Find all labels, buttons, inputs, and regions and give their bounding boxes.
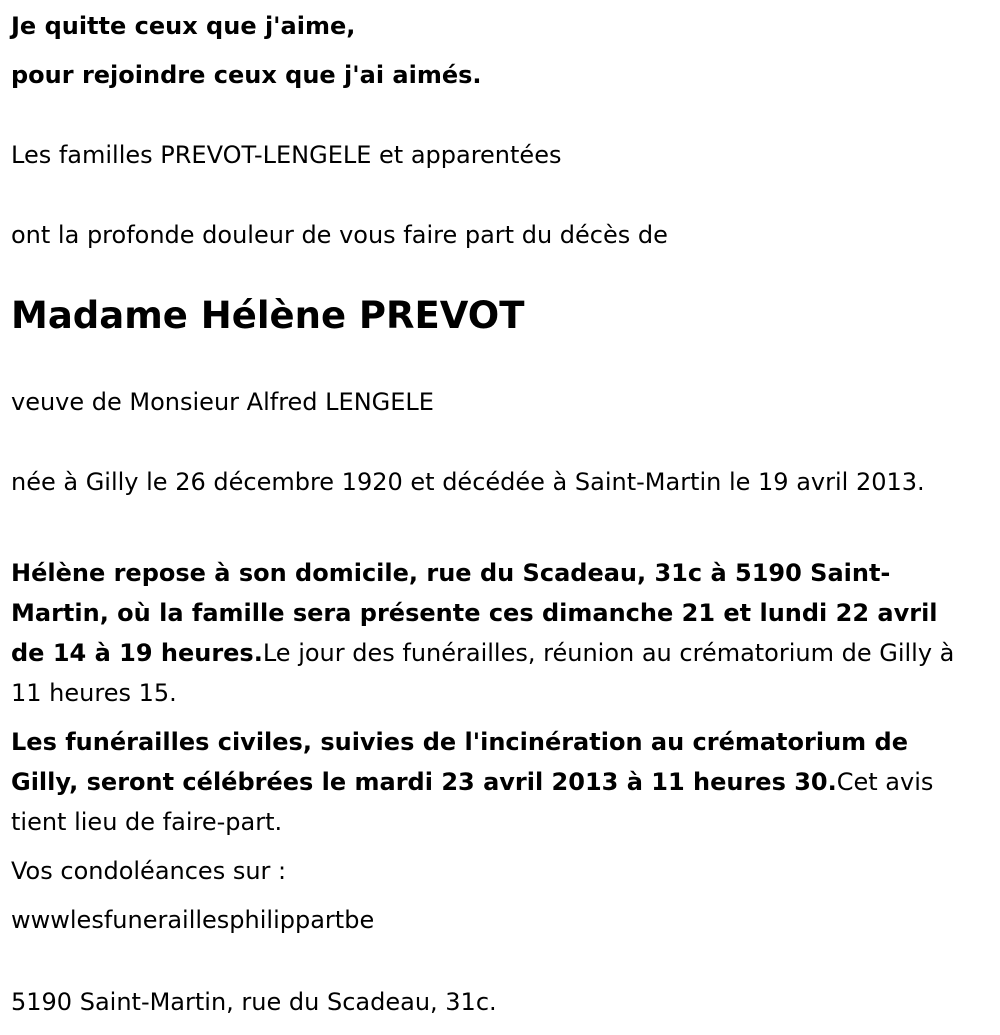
funeral-normal-text: Cet avis tient lieu de faire-part. bbox=[11, 768, 934, 836]
quote-line-2: pour rejoindre ceux que j'ai aimés. bbox=[11, 61, 482, 89]
quote-line-1: Je quitte ceux que j'aime, bbox=[11, 12, 356, 40]
widow-of-line: veuve de Monsieur Alfred LENGELE bbox=[11, 388, 434, 416]
announcement-line: ont la profonde douleur de vous faire part du décès de bbox=[11, 221, 668, 249]
visitation-paragraph bbox=[11, 553, 961, 713]
condolences-label: Vos condoléances sur : bbox=[11, 857, 287, 885]
funeral-bold-text: Les funérailles civiles, suivies de l'incinération au crématorium de Gilly, seront célébrées le mardi 23 avril 2013 à 11 heures 30. bbox=[11, 728, 908, 796]
visitation-bold-text: Hélène repose à son domicile, rue du Scadeau, 31c à 5190 Saint-Martin, où la famille sera présente ces dimanche 21 et lundi 22 avril de 14 à 19 heures. bbox=[11, 559, 938, 667]
deceased-name: Madame Hélène PREVOT bbox=[11, 294, 525, 337]
website-link[interactable]: wwwlesfuneraillesphilippartbe bbox=[11, 906, 375, 934]
visitation-normal-text: Le jour des funérailles, réunion au crématorium de Gilly à 11 heures 15. bbox=[11, 639, 955, 707]
funeral-paragraph bbox=[11, 722, 961, 842]
address-line: 5190 Saint-Martin, rue du Scadeau, 31c. bbox=[11, 988, 497, 1016]
families-line: Les familles PREVOT-LENGELE et apparentées bbox=[11, 141, 562, 169]
birth-death-paragraph: née à Gilly le 26 décembre 1920 et décédée à Saint-Martin le 19 avril 2013. bbox=[11, 468, 925, 496]
